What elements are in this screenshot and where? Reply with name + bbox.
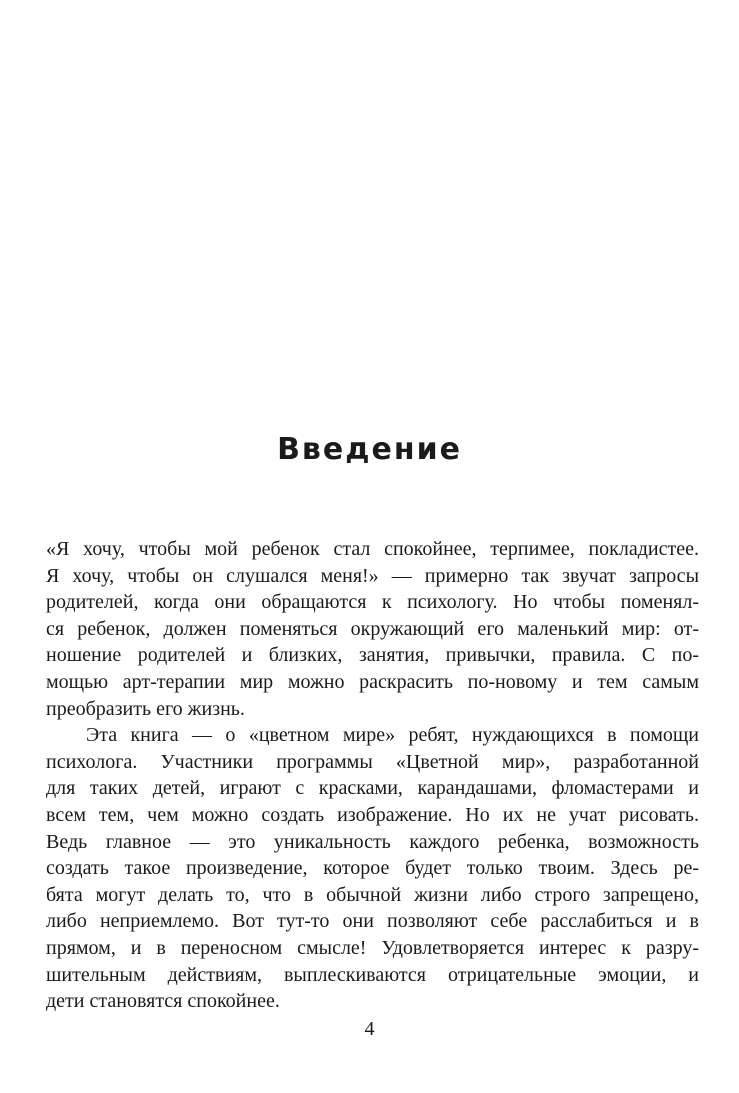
paragraph-2 [46,722,699,1015]
text-line: для таких детей, играют с красками, карандашами, фломастерами и [46,777,699,800]
paragraph-1 [46,536,699,722]
text-line: Ведь главное — это уникальность каждого ребенка, возможность [46,830,699,853]
text-line: Я хочу, чтобы он слушался меня!» — примерно так звучат запросы [46,564,699,587]
text-line: ношение родителей и близких, занятия, привычки, правила. С по- [46,644,699,667]
text-line: родителей, когда они обращаются к психологу. Но чтобы поменял- [46,591,699,614]
text-line: Эта книга — о «цветном мире» ребят, нуждающихся в помощи [86,724,699,747]
text-line: психолога. Участники программы «Цветной мир», разработанной [46,750,699,773]
body-text [46,536,699,1015]
text-line: создать такое произведение, которое будет только твоим. Здесь ре- [46,857,699,880]
chapter-heading: Введение [277,432,462,467]
text-line: «Я хочу, чтобы мой ребенок стал спокойнее, терпимее, покладистее. [46,538,699,560]
text-line: ся ребенок, должен поменяться окружающий его маленький мир: от- [46,617,699,640]
text-line: шительным действиям, выплескиваются отрицательные эмоции, и [46,963,699,986]
text-line: преобразить его жизнь. [46,697,245,720]
text-line: либо неприемлемо. Вот тут-то они позволяют себе расслабиться и в [46,910,699,933]
text-line: дети становятся спокойнее. [46,990,280,1013]
text-line: мощью арт-терапии мир можно раскрасить по-новому и тем самым [46,670,699,693]
text-line: прямом, и в переносном смысле! Удовлетворяется интерес к разру- [46,936,699,959]
page-number: 4 [364,1018,375,1040]
text-line: бята могут делать то, что в обычной жизни либо строго запрещено, [46,883,699,906]
text-line: всем тем, чем можно создать изображение. Но их не учат рисовать. [46,803,699,826]
